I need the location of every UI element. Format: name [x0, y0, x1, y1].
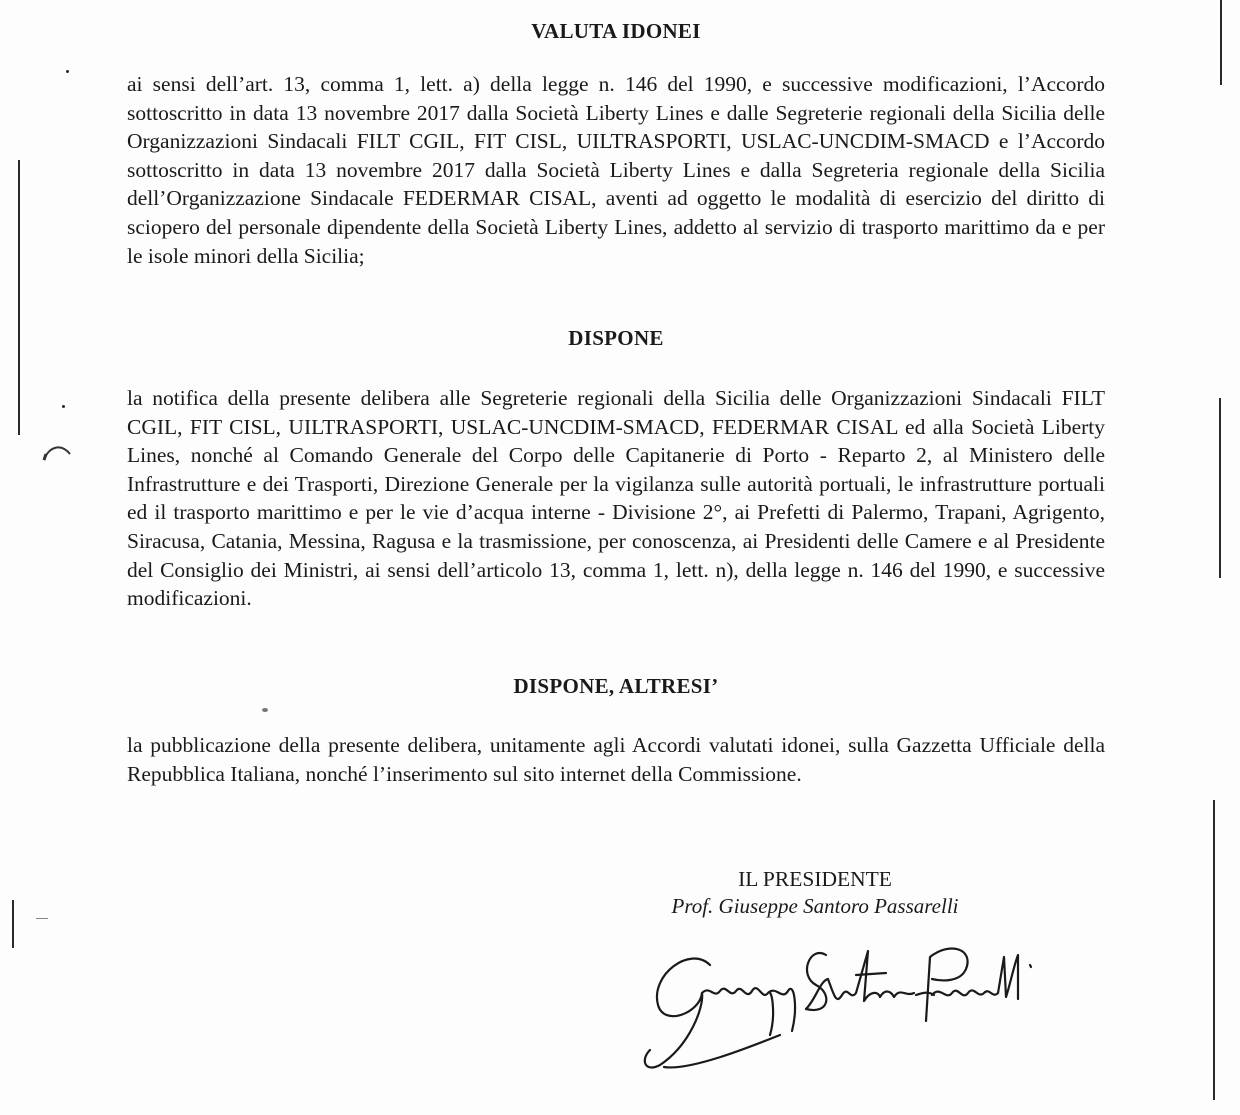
scan-edge-line-right-bottom: [1213, 800, 1215, 1100]
paragraph-dispone-altresi: la pubblicazione della presente delibera, unitamente agli Accordi valutati idonei, sulla Gazzetta Ufficiale della Repubblica Italiana, nonché l’inserimento sul sito internet della Commissione.: [127, 733, 1105, 786]
signature-name: Prof. Giuseppe Santoro Passarelli: [671, 894, 959, 918]
scan-edge-line-left-lower: [12, 900, 14, 948]
signature-title: IL PRESIDENTE: [738, 867, 892, 891]
scan-hook-mark: [40, 440, 74, 464]
heading-valuta-idonei: VALUTA IDONEI: [531, 19, 701, 43]
paragraph-valuta-idonei: ai sensi dell’art. 13, comma 1, lett. a) della legge n. 146 del 1990, e successive modificazioni, l’Accordo sottoscritto in data 13 novembre 2017 dalla Società Liberty Lines e dalle Segreterie regionali della Sicilia delle Organizzazioni Sindacali FILT CGIL, FIT CISL, UILTRASPORTI, USLAC-UNCDIM-SMACD e l’Accordo sottoscritto in data 13 novembre 2017 dalla Società Liberty Lines e dalla Segreteria regionale della Sicilia dell’Organizzazione Sindacale FEDERMAR CISAL, aventi ad oggetto le modalità di esercizio del diritto di sciopero del personale dipendente della Società Liberty Lines, addetto al servizio di trasporto marittimo da e per le isole minori della Sicilia;: [127, 72, 1105, 268]
scan-edge-line-left: [18, 160, 20, 435]
paragraph-dispone: la notifica della presente delibera alle Segreterie regionali della Sicilia delle Organizzazioni Sindacali FILT CGIL, FIT CISL, UILTRASPORTI, USLAC-UNCDIM-SMACD, FEDERMAR CISAL ed alla Società Liberty Lines, nonché al Comando Generale del Corpo delle Capitanerie di Porto - Reparto 2, al Ministero delle Infrastrutture e dei Trasporti, Direzione Generale per la vigilanza sulle autorità portuali, le infrastrutture portuali ed il trasporto marittimo e per le vie d’acqua interne - Divisione 2°, ai Prefetti di Palermo, Trapani, Agrigento, Siracusa, Catania, Messina, Ragusa e la trasmissione, per conoscenza, ai Presidenti delle Camere e al Presidente del Consiglio dei Ministri, ai sensi dell’articolo 13, comma 1, lett. n), della legge n. 146 del 1990, e successive modificazioni.: [127, 386, 1105, 611]
scan-speck: [36, 918, 48, 919]
scan-speck: [62, 405, 65, 408]
heading-dispone: DISPONE: [568, 326, 664, 350]
scan-edge-line-right-mid: [1219, 398, 1221, 578]
heading-dispone-altresi: DISPONE, ALTRESI’: [513, 674, 719, 698]
handwritten-signature: [630, 935, 1050, 1075]
scan-speck: [66, 70, 69, 73]
scan-speck: [262, 708, 268, 712]
signature-block: [560, 867, 1070, 919]
